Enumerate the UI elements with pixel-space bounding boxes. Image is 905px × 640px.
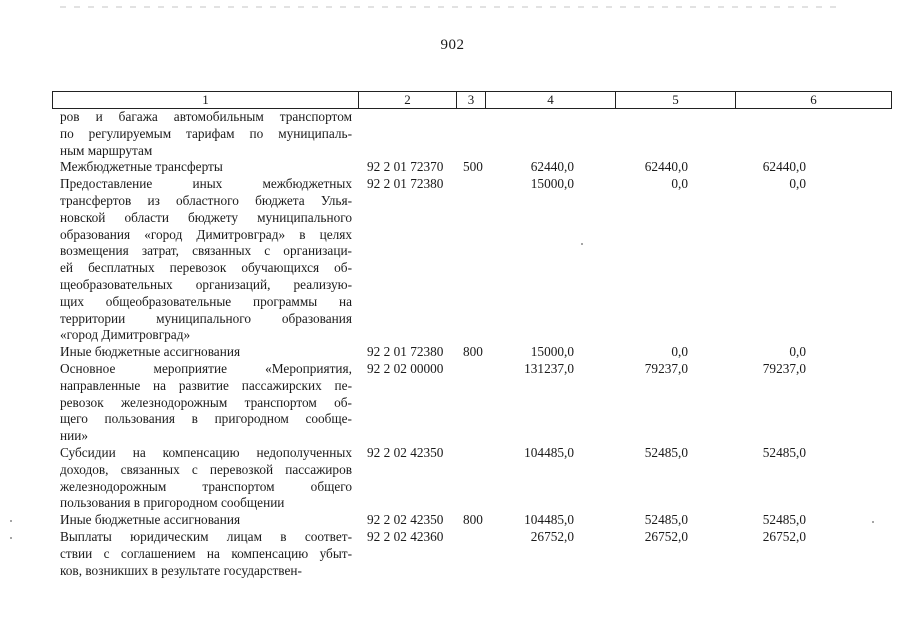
- row-name: [60, 159, 352, 176]
- row-sum-col6-value: 26752,0: [762, 529, 806, 544]
- row-sum-col5: [590, 344, 688, 361]
- header-col-4: 4: [486, 92, 616, 109]
- row-sum-col5: [590, 361, 688, 378]
- row-name: [60, 176, 352, 344]
- row-sum-col6-value: 0,0: [789, 344, 806, 360]
- column-header-table: [52, 91, 892, 109]
- row-code: 92 2 02 42350: [367, 445, 444, 460]
- table-row: [0, 176, 905, 344]
- row-name-line: ков, возникших в результате государствен-: [60, 562, 302, 578]
- row-name: [60, 344, 352, 361]
- row-sum-col4-value: 62440,0: [530, 159, 574, 175]
- row-sum-col4-value: 26752,0: [530, 529, 574, 544]
- column-header-row: [53, 92, 892, 109]
- row-sum-col4-value: 104485,0: [524, 445, 574, 460]
- row-sum-col4-value: 15000,0: [530, 176, 574, 192]
- scan-dot: [10, 520, 12, 522]
- row-name-line: железнодорожным транспортом общего: [60, 478, 352, 494]
- row-sum-col5: [590, 176, 688, 193]
- scan-dot: [10, 537, 12, 539]
- row-name-line: по регулируемым тарифам по муниципаль-: [60, 125, 352, 141]
- row-expense-type: 800: [463, 344, 483, 360]
- row-name-line: Субсидии на компенсацию недополученных: [60, 445, 352, 460]
- row-sum-col5-value: 52485,0: [644, 445, 688, 460]
- row-sum-col6: [710, 512, 806, 529]
- row-name-line: ным маршрутам: [60, 142, 153, 158]
- row-sum-col5: [590, 445, 688, 462]
- table-row: [0, 361, 905, 445]
- row-sum-col6: [710, 344, 806, 361]
- row-sum-col4: [480, 344, 574, 361]
- row-code: 92 2 02 42350: [367, 512, 444, 528]
- row-sum-col6: [710, 445, 806, 462]
- row-name-line: новской области бюджету муниципального: [60, 209, 352, 225]
- row-name-line: направленные на развитие пассажирских пе-: [60, 377, 352, 393]
- row-name: [60, 109, 352, 159]
- row-name-line: ствии с соглашением на компенсацию убыт-: [60, 545, 352, 561]
- row-sum-col5-value: 52485,0: [644, 512, 688, 528]
- scan-dot: [872, 521, 874, 523]
- row-sum-col4: [480, 529, 574, 546]
- table-row: [0, 109, 905, 159]
- row-name-line: ров и багажа автомобильным транспортом: [60, 109, 352, 124]
- scan-artifact-top: [60, 6, 840, 8]
- row-name-line: образования «город Димитровград» в целях: [60, 226, 352, 242]
- header-col-1: 1: [53, 92, 359, 109]
- header-col-2: 2: [359, 92, 457, 109]
- row-code: 92 2 02 42360: [367, 529, 444, 544]
- row-sum-col5-value: 26752,0: [644, 529, 688, 544]
- row-name-line: «город Димитровград»: [60, 327, 191, 343]
- row-sum-col6: [710, 529, 806, 546]
- row-sum-col5-value: 62440,0: [644, 159, 688, 175]
- row-name-line: щих общеобразовательные программы на: [60, 293, 352, 309]
- row-sum-col6-value: 79237,0: [762, 361, 806, 376]
- row-sum-col5: [590, 529, 688, 546]
- header-col-3: 3: [457, 92, 486, 109]
- header-col-5: 5: [616, 92, 736, 109]
- table-row: [0, 512, 905, 529]
- table-row: [0, 159, 905, 176]
- row-code: 92 2 01 72370: [367, 159, 444, 175]
- row-sum-col5-value: 79237,0: [644, 361, 688, 376]
- row-name-line: Выплаты юридическим лицам в соответ-: [60, 529, 352, 544]
- row-name-line: возмещения затрат, связанных с организаци-: [60, 243, 352, 259]
- row-code: 92 2 02 00000: [367, 361, 444, 376]
- row-expense-type: 800: [463, 512, 483, 528]
- row-name-line: трансфертов из областного бюджета Улья-: [60, 192, 352, 208]
- row-sum-col4: [480, 159, 574, 176]
- row-sum-col5-value: 0,0: [671, 176, 688, 192]
- row-sum-col6: [710, 159, 806, 176]
- row-name-line: щего пользования в пригородном сообще-: [60, 411, 352, 427]
- row-sum-col5-value: 0,0: [671, 344, 688, 360]
- row-sum-col4-value: 131237,0: [524, 361, 574, 376]
- row-name-line: пользования в пригородном сообщении: [60, 495, 285, 511]
- row-name-line: щеобразовательных организаций, реализую-: [60, 276, 352, 292]
- row-code: 92 2 01 72380: [367, 344, 444, 360]
- page-number: 902: [440, 37, 465, 53]
- row-name-line: Межбюджетные трансферты: [60, 159, 223, 175]
- row-name-line: Иные бюджетные ассигнования: [60, 512, 241, 528]
- row-sum-col4: [480, 361, 574, 378]
- header-col-6: 6: [736, 92, 892, 109]
- row-sum-col4: [480, 445, 574, 462]
- row-sum-col6-value: 62440,0: [762, 159, 806, 175]
- row-name: [60, 529, 352, 579]
- row-expense-type: 500: [463, 159, 483, 175]
- row-name-line: территории муниципального образования: [60, 310, 352, 326]
- row-name: [60, 445, 352, 512]
- row-sum-col6: [710, 361, 806, 378]
- row-sum-col4-value: 104485,0: [524, 512, 574, 528]
- row-name-line: нии»: [60, 428, 88, 444]
- row-name-line: ревозок железнодорожным транспортом об-: [60, 394, 352, 410]
- row-sum-col6: [710, 176, 806, 193]
- row-name-line: Основное мероприятие «Мероприятия,: [60, 361, 352, 376]
- row-name-line: доходов, связанных с перевозкой пассажиров: [60, 461, 352, 477]
- row-sum-col5: [590, 512, 688, 529]
- row-sum-col6-value: 52485,0: [762, 445, 806, 460]
- row-name: [60, 512, 352, 529]
- row-code: 92 2 01 72380: [367, 176, 444, 192]
- row-name: [60, 361, 352, 445]
- table-row: [0, 445, 905, 512]
- table-row: [0, 344, 905, 361]
- row-name-line: Предоставление иных межбюджетных: [60, 176, 352, 192]
- row-sum-col6-value: 52485,0: [762, 512, 806, 528]
- row-name-line: Иные бюджетные ассигнования: [60, 344, 241, 360]
- table-row: [0, 529, 905, 579]
- scan-dot: [581, 243, 583, 245]
- row-sum-col4: [480, 176, 574, 193]
- row-name-line: ей бесплатных перевозок обучающихся об-: [60, 260, 352, 276]
- row-sum-col4: [480, 512, 574, 529]
- row-sum-col4-value: 15000,0: [530, 344, 574, 360]
- row-sum-col5: [590, 159, 688, 176]
- row-sum-col6-value: 0,0: [789, 176, 806, 192]
